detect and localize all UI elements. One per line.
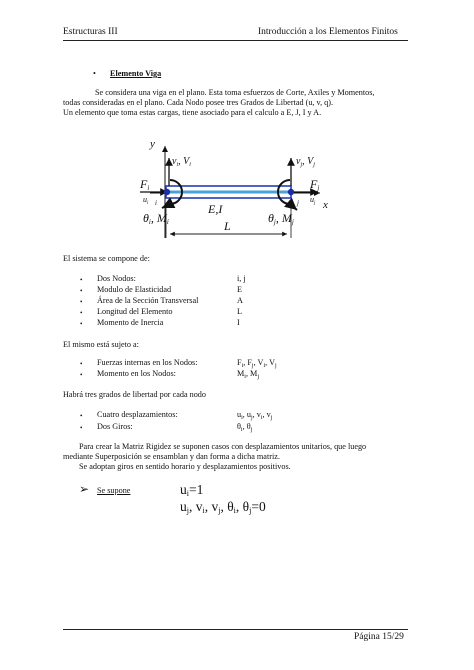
theta-j-mj-label: θj, Mj xyxy=(268,211,294,226)
subject-bullet: • xyxy=(80,360,83,368)
section-bullet: • xyxy=(93,69,96,78)
subject-bullet: • xyxy=(80,371,83,379)
intro-line-1: Se considera una viga en el plano. Esta toma esfuerzos de Corte, Axiles y Momentos, xyxy=(95,88,375,97)
uj-label: $u_j$ xyxy=(310,195,316,206)
vi-label: $v_i$, $V_i$ xyxy=(172,156,191,168)
fi-label: Fi xyxy=(140,177,150,192)
system-bullet: • xyxy=(80,309,83,317)
system-item-value: I xyxy=(237,318,240,327)
footer-page: Página 15/29 xyxy=(354,632,404,642)
system-heading: El sistema se compone de: xyxy=(63,254,150,263)
supone-equation-1: $u_i=1$ xyxy=(180,482,204,498)
header-right: Introducción a los Elementos Finitos xyxy=(258,27,398,37)
rigidez-line-3: Se adoptan giros en sentido horario y desplazamientos positivos. xyxy=(79,462,291,471)
ei-label: E,I xyxy=(208,202,223,216)
system-bullet: • xyxy=(80,298,83,306)
intro-line-2: todas consideradas en el plano. Cada Nodo posee tres Grados de Libertad (u, v, q). xyxy=(63,98,334,107)
rigidez-line-2: mediante Superposición se ensamblan y dan forma a dicha matriz. xyxy=(63,452,280,461)
subject-item-value: $M_i$, $M_j$ xyxy=(237,369,259,380)
dof-item-value: $\theta_i$, $\theta_j$ xyxy=(237,422,253,433)
subject-item-label: Momento en los Nodos: xyxy=(97,369,176,378)
system-item-label: Dos Nodos: xyxy=(97,274,136,283)
supone-equation-2: $u_j$, $v_i$, $v_j$, $\theta_i$, $\theta_j=0$ xyxy=(180,499,266,515)
system-bullet: • xyxy=(80,276,83,284)
dof-bullet: • xyxy=(80,412,83,420)
intro-line-3: Un elemento que toma estas cargas, tiene asociado para el calculo a E, J, I y A. xyxy=(63,108,322,117)
node-i-dot xyxy=(164,189,170,195)
header-left: Estructuras III xyxy=(63,27,118,37)
dof-bullet: • xyxy=(80,424,83,432)
dof-item-value: $u_i$, $u_j$, $v_i$, $v_j$ xyxy=(237,410,273,421)
ui-label: $u_i$ xyxy=(143,195,149,206)
theta-i-mi-label: θi, Mi xyxy=(143,211,169,226)
node-j-label: j xyxy=(297,199,299,207)
dof-item-label: Dos Giros: xyxy=(97,422,133,431)
system-item-value: L xyxy=(237,307,243,316)
system-bullet: • xyxy=(80,320,83,328)
system-item-label: Momento de Inercia xyxy=(97,318,164,327)
subject-heading: El mismo está sujeto a: xyxy=(63,340,139,349)
system-item-label: Longitud del Elemento xyxy=(97,307,173,316)
node-i-label: i xyxy=(155,199,157,207)
y-axis-label: y xyxy=(150,138,155,150)
system-item-value: A xyxy=(237,296,243,305)
section-title: Elemento Viga xyxy=(110,69,162,78)
length-label: L xyxy=(224,219,231,233)
supone-label: Se supone xyxy=(97,486,131,495)
footer-rule xyxy=(63,629,408,630)
fj-label: Fj xyxy=(310,177,320,192)
supone-arrow-icon: ➢ xyxy=(79,482,90,496)
node-j-dot xyxy=(288,189,294,195)
system-item-label: Modulo de Elasticidad xyxy=(97,285,172,294)
subject-item-value: $F_i$, $F_j$, $V_i$, $V_j$ xyxy=(237,358,277,369)
rigidez-line-1: Para crear la Matriz Rigidez se suponen casos con desplazamientos unitarios, que luego xyxy=(79,442,367,451)
dof-heading: Habrá tres grados de libertad por cada nodo xyxy=(63,390,206,399)
dof-item-label: Cuatro desplazamientos: xyxy=(97,410,178,419)
vj-label: $v_j$, $V_j$ xyxy=(296,156,315,168)
system-item-value: E xyxy=(237,285,243,294)
system-item-label: Área de la Sección Transversal xyxy=(97,296,199,305)
subject-item-label: Fuerzas internas en los Nodos: xyxy=(97,358,198,367)
system-bullet: • xyxy=(80,287,83,295)
system-item-value: i, j xyxy=(237,274,246,283)
x-axis-label: x xyxy=(323,199,328,211)
